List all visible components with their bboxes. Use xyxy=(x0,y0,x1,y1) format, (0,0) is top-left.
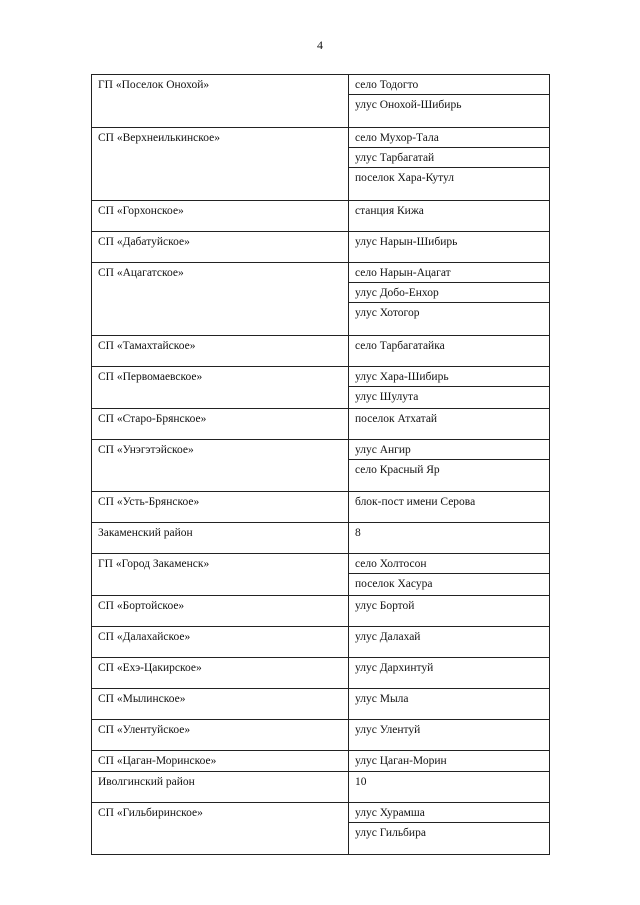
settlement-name: село Тарбагатайка xyxy=(355,340,445,352)
settlement-name: улус Хара-Шибирь xyxy=(349,367,549,387)
settlement-name: блок-пост имени Серова xyxy=(355,496,476,508)
municipality-name: СП «Первомаевское» xyxy=(98,371,203,383)
settlements-cell xyxy=(349,523,550,553)
settlement-name: улус Хурамша xyxy=(349,803,549,823)
municipality-cell xyxy=(92,523,349,553)
municipality-cell xyxy=(92,803,349,854)
settlements-cell xyxy=(349,440,550,491)
table-row xyxy=(92,75,550,128)
settlement-name: поселок Атхатай xyxy=(355,413,438,425)
municipality-name: СП «Мылинское» xyxy=(98,693,186,705)
municipality-name: Иволгинский район xyxy=(98,776,195,788)
settlement-name: улус Мыла xyxy=(355,693,409,705)
municipality-name: СП «Бортойское» xyxy=(98,600,185,612)
table-row xyxy=(92,523,550,554)
settlement-name: поселок Хара-Кутул xyxy=(355,172,454,184)
settlements-cell xyxy=(349,201,550,231)
table-row xyxy=(92,658,550,689)
table-row xyxy=(92,554,550,596)
settlement-name: улус Ангир xyxy=(349,440,549,460)
table-row xyxy=(92,772,550,803)
table-row xyxy=(92,720,550,751)
municipality-cell xyxy=(92,336,349,366)
table-row xyxy=(92,201,550,232)
municipality-name: СП «Улентуйское» xyxy=(98,724,191,736)
municipality-name: СП «Далахайское» xyxy=(98,631,191,643)
table-row xyxy=(92,409,550,440)
settlements-cell xyxy=(349,751,550,771)
settlements-cell xyxy=(349,263,550,335)
table-row xyxy=(92,263,550,336)
page-number: 4 xyxy=(317,38,323,52)
table-row xyxy=(92,232,550,263)
settlements-cell xyxy=(349,596,550,626)
municipality-name: Закаменский район xyxy=(98,527,193,539)
municipality-cell xyxy=(92,128,349,200)
settlements-cell xyxy=(349,492,550,522)
table-row xyxy=(92,367,550,409)
municipality-cell xyxy=(92,409,349,439)
table-row xyxy=(92,128,550,201)
settlement-name: улус Онохой-Шибирь xyxy=(355,99,462,111)
settlement-name: село Холтосон xyxy=(349,554,549,574)
municipality-name: СП «Гильбиринское» xyxy=(98,807,203,819)
table-row xyxy=(92,751,550,772)
settlements-cell xyxy=(349,367,550,408)
settlements-cell xyxy=(349,803,550,854)
settlement-name: улус Хотогор xyxy=(355,307,420,319)
settlement-name: улус Улентуй xyxy=(355,724,421,736)
municipality-cell xyxy=(92,367,349,408)
municipality-name: СП «Ехэ-Цакирское» xyxy=(98,662,202,674)
municipality-cell xyxy=(92,440,349,491)
municipality-cell xyxy=(92,201,349,231)
settlements-cell xyxy=(349,720,550,750)
settlements-cell xyxy=(349,627,550,657)
municipality-name: СП «Ацагатское» xyxy=(98,267,184,279)
settlement-name: улус Тарбагатай xyxy=(349,148,549,168)
municipality-name: СП «Цаган-Моринское» xyxy=(98,755,217,767)
settlement-name: улус Дархинтуй xyxy=(355,662,434,674)
municipality-name: СП «Усть-Брянское» xyxy=(98,496,200,508)
settlements-table xyxy=(91,74,550,855)
table-row xyxy=(92,627,550,658)
settlements-cell xyxy=(349,554,550,595)
municipality-cell xyxy=(92,75,349,127)
table-row xyxy=(92,492,550,523)
municipality-name: ГП «Город Закаменск» xyxy=(98,558,210,570)
settlement-name: село Нарын-Ацагат xyxy=(349,263,549,283)
municipality-name: СП «Верхнеилькинское» xyxy=(98,132,221,144)
table-row xyxy=(92,596,550,627)
municipality-name: ГП «Поселок Онохой» xyxy=(98,79,210,91)
settlement-name: улус Добо-Енхор xyxy=(349,283,549,303)
settlement-name: станция Кижа xyxy=(355,205,424,217)
municipality-name: СП «Тамахтайское» xyxy=(98,340,196,352)
table-row xyxy=(92,440,550,492)
table-row xyxy=(92,803,550,855)
table-row xyxy=(92,689,550,720)
municipality-name: СП «Старо-Брянское» xyxy=(98,413,207,425)
municipality-cell xyxy=(92,263,349,335)
municipality-cell xyxy=(92,689,349,719)
settlements-cell xyxy=(349,409,550,439)
settlement-name: 8 xyxy=(355,527,361,539)
municipality-cell xyxy=(92,627,349,657)
settlement-name: улус Гильбира xyxy=(355,827,426,839)
settlements-cell xyxy=(349,232,550,262)
settlements-cell xyxy=(349,128,550,200)
settlements-cell xyxy=(349,772,550,802)
settlement-name: улус Шулута xyxy=(355,391,419,403)
municipality-cell xyxy=(92,596,349,626)
settlement-name: 10 xyxy=(355,776,367,788)
municipality-name: СП «Дабатуйское» xyxy=(98,236,190,248)
municipality-cell xyxy=(92,492,349,522)
municipality-name: СП «Унэгэтэйское» xyxy=(98,444,194,456)
settlement-name: село Красный Яр xyxy=(355,464,440,476)
settlements-cell xyxy=(349,336,550,366)
settlements-cell xyxy=(349,75,550,127)
municipality-cell xyxy=(92,554,349,595)
settlement-name: улус Далахай xyxy=(355,631,421,643)
municipality-cell xyxy=(92,658,349,688)
settlement-name: поселок Хасура xyxy=(355,578,433,590)
municipality-cell xyxy=(92,751,349,771)
settlement-name: село Тодогто xyxy=(349,75,549,95)
table-row xyxy=(92,336,550,367)
municipality-name: СП «Горхонское» xyxy=(98,205,184,217)
settlement-name: улус Нарын-Шибирь xyxy=(355,236,458,248)
settlements-cell xyxy=(349,658,550,688)
settlements-cell xyxy=(349,689,550,719)
settlement-name: улус Цаган-Морин xyxy=(355,755,447,767)
settlement-name: улус Бортой xyxy=(355,600,415,612)
municipality-cell xyxy=(92,720,349,750)
municipality-cell xyxy=(92,232,349,262)
settlement-name: село Мухор-Тала xyxy=(349,128,549,148)
municipality-cell xyxy=(92,772,349,802)
